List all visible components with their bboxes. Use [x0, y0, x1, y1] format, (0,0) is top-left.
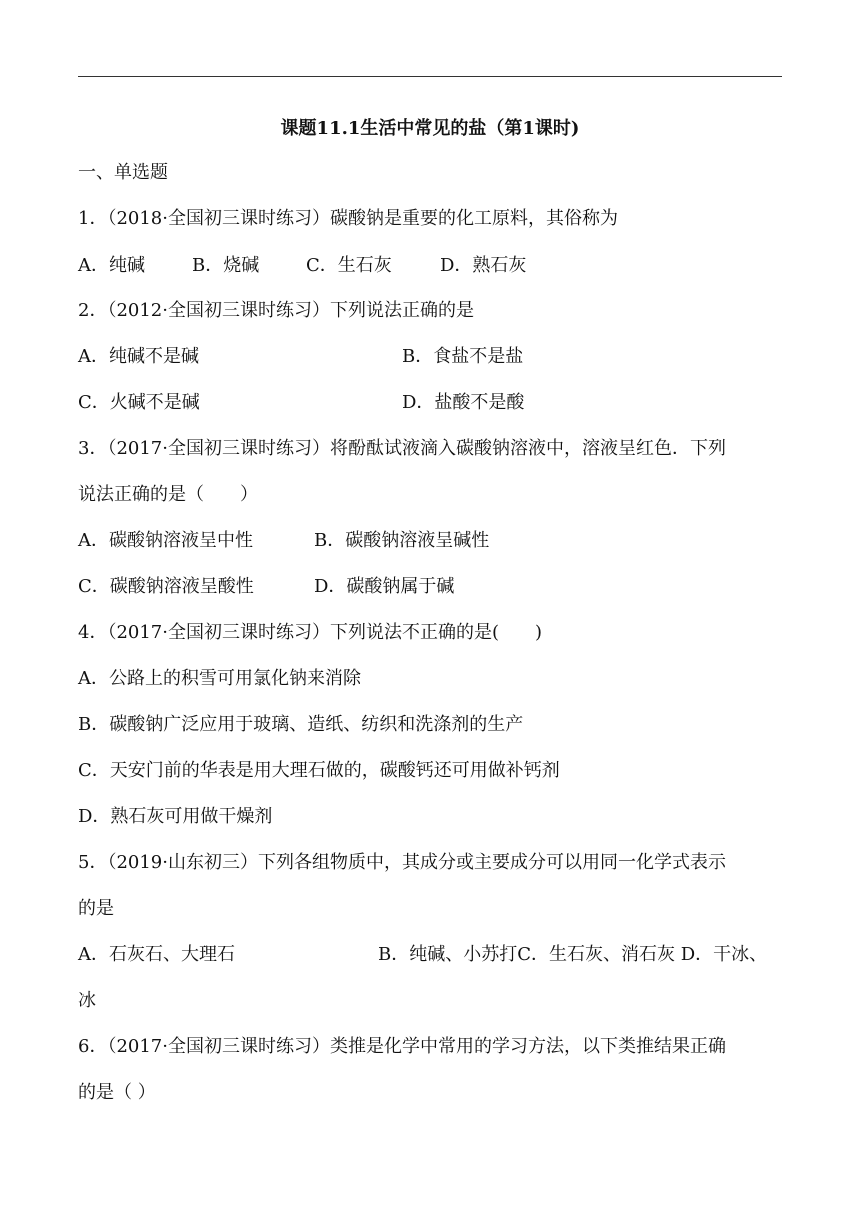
question-1-stem: 1．（2018·全国初三课时练习）碳酸钠是重要的化工原料，其俗称为: [78, 208, 618, 229]
question-4-option-c: C．天安门前的华表是用大理石做的，碳酸钙还可用做补钙剂: [78, 760, 560, 781]
question-4-option-d: D．熟石灰可用做干燥剂: [78, 806, 273, 827]
question-1-option-c: C．生石灰: [306, 255, 392, 276]
question-3-option-d: D．碳酸钠属于碱: [314, 576, 455, 597]
page-title: 课题11.1生活中常见的盐（第1课时): [280, 118, 580, 139]
question-5-stem-cont: 的是: [78, 898, 114, 919]
question-5-option-a: A．石灰石、大理石: [78, 944, 235, 965]
question-6-stem-cont: 的是（ ）: [78, 1082, 156, 1103]
question-4-option-a: A．公路上的积雪可用氯化钠来消除: [78, 668, 361, 689]
question-5-stem: 5．（2019·山东初三）下列各组物质中，其成分或主要成分可以用同一化学式表示: [78, 852, 726, 873]
question-2-option-d: D．盐酸不是酸: [402, 392, 525, 413]
question-1-option-b: B．烧碱: [192, 255, 260, 276]
question-3-option-a: A．碳酸钠溶液呈中性: [78, 530, 253, 551]
header-rule: [78, 76, 782, 77]
question-3-stem-cont: 说法正确的是（ ）: [78, 484, 258, 505]
question-3-stem: 3．（2017·全国初三课时练习）将酚酞试液滴入碳酸钠溶液中，溶液呈红色．下列: [78, 438, 726, 459]
question-3-option-c: C．碳酸钠溶液呈酸性: [78, 576, 254, 597]
question-4-stem: 4．（2017·全国初三课时练习）下列说法不正确的是( ): [78, 622, 543, 643]
question-5-option-d-cont: 冰: [78, 990, 96, 1011]
question-2-option-b: B．食盐不是盐: [402, 346, 524, 367]
question-6-stem: 6．（2017·全国初三课时练习）类推是化学中常用的学习方法，以下类推结果正确: [78, 1036, 726, 1057]
question-3-option-b: B．碳酸钠溶液呈碱性: [314, 530, 490, 551]
question-4-option-b: B．碳酸钠广泛应用于玻璃、造纸、纺织和洗涤剂的生产: [78, 714, 524, 735]
question-5-options-bcd: B．纯碱、小苏打C．生石灰、消石灰 D．干冰、: [378, 944, 768, 965]
section-heading: 一、单选题: [78, 162, 168, 183]
question-2-option-a: A．纯碱不是碱: [78, 346, 199, 367]
question-2-stem: 2．（2012·全国初三课时练习）下列说法正确的是: [78, 300, 474, 321]
question-1-option-d: D．熟石灰: [440, 255, 527, 276]
question-2-option-c: C．火碱不是碱: [78, 392, 200, 413]
question-1-option-a: A．纯碱: [78, 255, 145, 276]
